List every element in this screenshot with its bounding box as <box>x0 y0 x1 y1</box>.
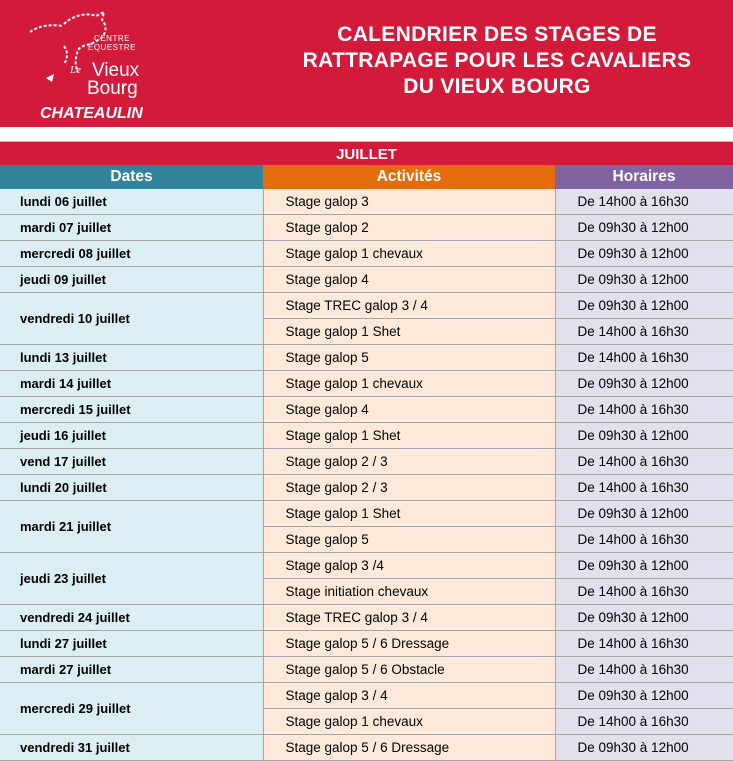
hours-cell: De 09h30 à 12h00 <box>555 605 733 631</box>
table-row <box>0 423 733 449</box>
date-cell: lundi 20 juillet <box>0 475 263 501</box>
table-row <box>0 735 733 761</box>
hours-cell: De 09h30 à 12h00 <box>555 423 733 449</box>
column-header-activities: Activités <box>263 165 555 189</box>
page-title <box>262 22 732 100</box>
date-cell: mercredi 29 juillet <box>0 683 263 735</box>
activity-cell: Stage galop 1 Shet <box>263 319 555 345</box>
hours-cell: De 14h00 à 16h30 <box>555 475 733 501</box>
logo-line-centre: CENTRE <box>94 34 130 43</box>
table-row <box>0 345 733 371</box>
hours-cell: De 09h30 à 12h00 <box>555 735 733 761</box>
date-cell: vendredi 31 juillet <box>0 735 263 761</box>
activity-cell: Stage galop 5 <box>263 527 555 553</box>
date-cell: mardi 14 juillet <box>0 371 263 397</box>
date-cell: jeudi 16 juillet <box>0 423 263 449</box>
activity-cell: Stage galop 3 / 4 <box>263 683 555 709</box>
hours-cell: De 14h00 à 16h30 <box>555 319 733 345</box>
date-cell: vend 17 juillet <box>0 449 263 475</box>
hours-cell: De 09h30 à 12h00 <box>555 501 733 527</box>
column-header-dates: Dates <box>0 165 263 189</box>
hours-cell: De 09h30 à 12h00 <box>555 553 733 579</box>
activity-cell: Stage galop 5 / 6 Dressage <box>263 735 555 761</box>
hours-cell: De 14h00 à 16h30 <box>555 189 733 215</box>
hours-cell: De 14h00 à 16h30 <box>555 709 733 735</box>
table-row <box>0 267 733 293</box>
hours-cell: De 14h00 à 16h30 <box>555 527 733 553</box>
activity-cell: Stage galop 5 <box>263 345 555 371</box>
header-banner <box>0 0 733 127</box>
hours-cell: De 14h00 à 16h30 <box>555 449 733 475</box>
activity-cell: Stage galop 3 /4 <box>263 553 555 579</box>
date-cell: lundi 27 juillet <box>0 631 263 657</box>
date-cell: jeudi 09 juillet <box>0 267 263 293</box>
hours-cell: De 14h00 à 16h30 <box>555 631 733 657</box>
activity-cell: Stage galop 3 <box>263 189 555 215</box>
hours-cell: De 09h30 à 12h00 <box>555 683 733 709</box>
hours-cell: De 14h00 à 16h30 <box>555 345 733 371</box>
table-row <box>0 371 733 397</box>
hours-cell: De 14h00 à 16h30 <box>555 657 733 683</box>
date-cell: mardi 21 juillet <box>0 501 263 553</box>
schedule-table <box>0 165 733 761</box>
activity-cell: Stage galop 2 / 3 <box>263 449 555 475</box>
table-row <box>0 215 733 241</box>
table-row <box>0 241 733 267</box>
hours-cell: De 09h30 à 12h00 <box>555 267 733 293</box>
logo-line-equestre: ÉQUESTRE <box>87 43 136 52</box>
hours-cell: De 09h30 à 12h00 <box>555 371 733 397</box>
date-cell: vendredi 10 juillet <box>0 293 263 345</box>
column-header-hours: Horaires <box>555 165 733 189</box>
activity-cell: Stage galop 1 Shet <box>263 501 555 527</box>
hours-cell: De 14h00 à 16h30 <box>555 397 733 423</box>
club-logo <box>24 6 164 124</box>
hours-cell: De 09h30 à 12h00 <box>555 241 733 267</box>
table-row <box>0 189 733 215</box>
table-row <box>0 501 733 527</box>
title-line-1: CALENDRIER DES STAGES DE <box>337 23 657 46</box>
date-cell: mercredi 15 juillet <box>0 397 263 423</box>
table-row <box>0 657 733 683</box>
date-cell: lundi 13 juillet <box>0 345 263 371</box>
table-header-row <box>0 165 733 189</box>
hours-cell: De 14h00 à 16h30 <box>555 579 733 605</box>
table-row <box>0 449 733 475</box>
logo-vieux: Vieux <box>92 60 140 81</box>
date-cell: vendredi 24 juillet <box>0 605 263 631</box>
activity-cell: Stage galop 1 chevaux <box>263 241 555 267</box>
date-cell: mardi 07 juillet <box>0 215 263 241</box>
date-cell: mercredi 08 juillet <box>0 241 263 267</box>
hours-cell: De 09h30 à 12h00 <box>555 293 733 319</box>
month-header: JUILLET <box>0 141 733 166</box>
hours-cell: De 09h30 à 12h00 <box>555 215 733 241</box>
logo-city: CHATEAULIN <box>40 105 143 122</box>
activity-cell: Stage galop 1 Shet <box>263 423 555 449</box>
activity-cell: Stage galop 4 <box>263 397 555 423</box>
logo-bourg: Bourg <box>87 78 138 99</box>
date-cell: mardi 27 juillet <box>0 657 263 683</box>
title-line-2: RATTRAPAGE POUR LES CAVALIERS <box>302 49 692 72</box>
activity-cell: Stage galop 1 chevaux <box>263 709 555 735</box>
activity-cell: Stage galop 2 / 3 <box>263 475 555 501</box>
logo-le: Le <box>70 64 81 76</box>
logo-subtitle <box>82 34 142 52</box>
activity-cell: Stage galop 5 / 6 Dressage <box>263 631 555 657</box>
table-row <box>0 475 733 501</box>
activity-cell: Stage galop 5 / 6 Obstacle <box>263 657 555 683</box>
activity-cell: Stage galop 4 <box>263 267 555 293</box>
table-row <box>0 605 733 631</box>
table-row <box>0 293 733 319</box>
table-row <box>0 631 733 657</box>
activity-cell: Stage initiation chevaux <box>263 579 555 605</box>
divider <box>0 127 733 141</box>
table-row <box>0 397 733 423</box>
activity-cell: Stage TREC galop 3 / 4 <box>263 293 555 319</box>
title-line-3: DU VIEUX BOURG <box>403 75 591 98</box>
table-row <box>0 553 733 579</box>
activity-cell: Stage galop 1 chevaux <box>263 371 555 397</box>
table-row <box>0 683 733 709</box>
activity-cell: Stage galop 2 <box>263 215 555 241</box>
activity-cell: Stage TREC galop 3 / 4 <box>263 605 555 631</box>
date-cell: lundi 06 juillet <box>0 189 263 215</box>
date-cell: jeudi 23 juillet <box>0 553 263 605</box>
